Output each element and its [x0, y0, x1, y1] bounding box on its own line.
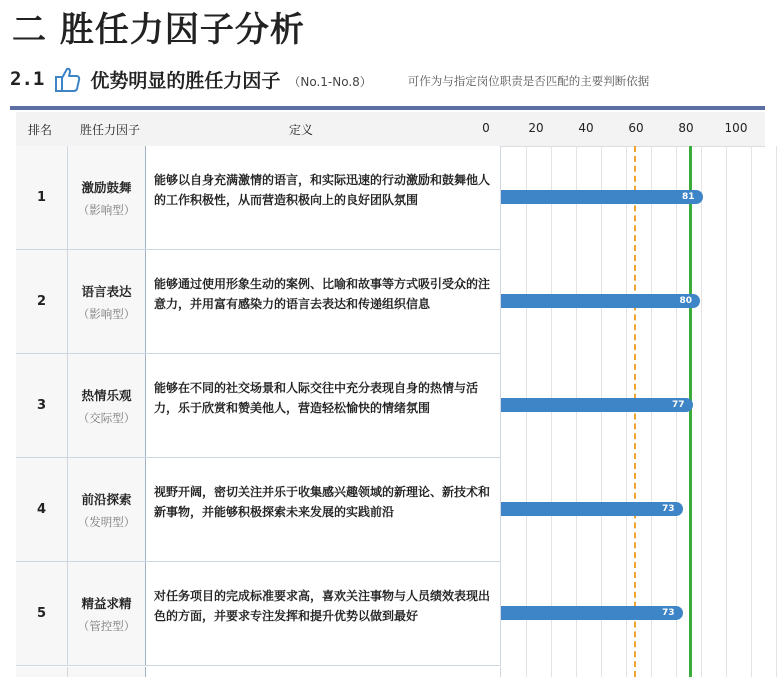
score-bar [501, 606, 683, 620]
rank-cell: 4 [16, 458, 68, 561]
subsection-number: 2.1 [10, 68, 45, 90]
factor-cell [68, 354, 146, 457]
table-header [16, 112, 765, 147]
reference-line-solid [689, 146, 692, 677]
axis-tick-label: 60 [628, 121, 644, 135]
header-rank: 排名 [28, 123, 53, 137]
factor-type: （管控型） [77, 618, 136, 633]
definition-cell [146, 250, 501, 353]
axis-tick-label: 40 [578, 121, 594, 135]
factor-cell [68, 562, 146, 665]
rank-cell: 2 [16, 250, 68, 353]
thumbs-up-icon [54, 65, 82, 93]
rank-cell: 3 [16, 354, 68, 457]
gridline [701, 146, 702, 677]
definition-cell [146, 458, 501, 561]
table-row [16, 458, 501, 562]
score-label: 73 [661, 504, 675, 514]
score-label: 80 [679, 296, 692, 306]
subsection-header [10, 64, 649, 94]
gridline [751, 146, 752, 677]
definition-cell [146, 562, 501, 665]
axis-tick-label: 0 [482, 121, 490, 135]
rank-cell: 1 [16, 146, 68, 249]
table-row [16, 146, 501, 250]
factor-name: 前沿探索 [81, 491, 132, 507]
header-definition: 定义 [289, 123, 314, 137]
definition-text: 能够通过使用形象生动的案例、比喻和故事等方式吸引受众的注意力，并用富有感染力的语言去表达和传递组织信息 [154, 277, 491, 311]
factor-type: （影响型） [77, 306, 136, 321]
gridline [776, 146, 777, 677]
factor-cell [68, 458, 146, 561]
subsection-note: 可作为与指定岗位职责是否匹配的主要判断依据 [407, 74, 650, 88]
factor-type: （发明型） [77, 514, 136, 529]
subsection-range: （No.1-No.8） [288, 74, 372, 89]
subsection-title: 优势明显的胜任力因子 [90, 69, 281, 92]
rank-cell: 5 [16, 562, 68, 665]
score-plot [501, 146, 765, 677]
definition-text: 视野开阔，密切关注并乐于收集感兴趣领域的新理论、新技术和新事物，并能够积极探索未来发展的实践前沿 [154, 485, 491, 519]
score-label: 77 [671, 400, 685, 410]
axis-tick-label: 100 [724, 121, 748, 135]
definition-text: 能够以自身充满激情的语言，和实际迅速的行动激励和鼓舞他人的工作积极性，从而营造积极向上的良好团队氛围 [154, 173, 491, 207]
factor-type: （交际型） [77, 410, 136, 425]
gridline [726, 146, 727, 677]
factor-name: 激励鼓舞 [81, 179, 132, 195]
definition-cell [146, 146, 501, 249]
score-label: 81 [681, 192, 695, 202]
factor-name: 热情乐观 [81, 387, 132, 403]
table-row [16, 562, 501, 666]
definition-text: 能够在不同的社交场景和人际交往中充分表现自身的热情与活力，乐于欣赏和赞美他人，营造轻松愉快的情绪氛围 [154, 381, 479, 415]
factor-cell [68, 146, 146, 249]
score-label: 73 [661, 608, 675, 618]
header-factor: 胜任力因子 [80, 123, 141, 137]
factor-table [16, 112, 765, 677]
factor-cell [68, 250, 146, 353]
section-title: 二 胜任力因子分析 [12, 10, 305, 50]
score-bar [501, 294, 700, 308]
score-bar [501, 398, 693, 412]
score-bar [501, 190, 703, 204]
factor-name: 语言表达 [81, 283, 132, 299]
definition-text: 对任务项目的完成标准要求高，喜欢关注事物与人员绩效表现出色的方面，并要求专注发挥和提升优势以做到最好 [154, 589, 491, 623]
axis-tick-label: 80 [678, 121, 694, 135]
score-bar [501, 502, 683, 516]
next-row-stub [16, 667, 501, 677]
table-row [16, 250, 501, 354]
factor-name: 精益求精 [81, 595, 132, 611]
axis-tick-label: 20 [528, 121, 544, 135]
definition-cell [146, 354, 501, 457]
table-row [16, 354, 501, 458]
header-rule [10, 106, 765, 110]
factor-type: （影响型） [77, 202, 136, 217]
